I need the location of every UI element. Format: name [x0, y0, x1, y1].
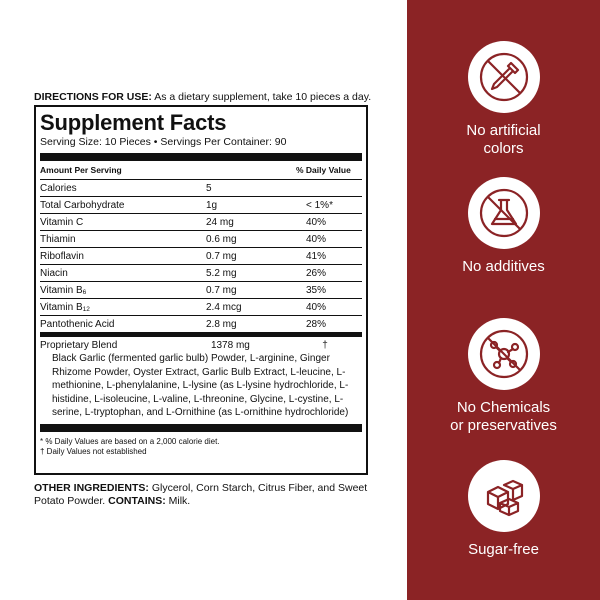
nutrient-subscript: 6: [82, 288, 87, 296]
footnote-not-established: † Daily Values not established: [40, 447, 147, 456]
nutrient-name: Niacin: [40, 267, 68, 279]
blend-row: [40, 340, 362, 351]
nutrient-subscript: 12: [82, 305, 90, 313]
badge-no-additives: [407, 177, 600, 276]
blend-description: Black Garlic (fermented garlic bulb) Powder, L-arginine, Ginger Rhizome Powder, Oyster Extract, Garlic Bulb Extract, L-leucine, L-methionine, L-phenylalanine, L-lysine (as L-lysine hydrochloride, L-histidine, L-isoleucine, L-valine, L-threonine, Glycine, L-cystine, L-serine, L-tryptophan, and L-Ornithine (as L-ornithine hydrochloride): [52, 353, 349, 418]
nutrient-row: [40, 197, 362, 214]
nutrient-amount: 0.7 mg: [206, 250, 237, 262]
nutrient-amount: 2.4 mcg: [206, 301, 242, 313]
nutrient-row: [40, 180, 362, 197]
nutrient-dv: 40%: [306, 216, 327, 228]
nutrient-name: Vitamin $B_6$: [40, 284, 87, 296]
badge-sugar-free: [407, 460, 600, 559]
footnote-daily-values: * % Daily Values are based on a 2,000 calorie diet.: [40, 436, 220, 446]
directions-label: DIRECTIONS FOR USE:: [34, 91, 152, 103]
badge-label: No additives: [462, 258, 545, 275]
contains-label: CONTAINS:: [108, 495, 166, 507]
nutrient-name: Calories: [40, 182, 77, 194]
blend-amount: 1378 mg: [210, 340, 250, 351]
nutrient-rows: [40, 180, 362, 333]
other-label: OTHER INGREDIENTS:: [34, 482, 149, 494]
nutrient-row: [40, 282, 362, 299]
nutrient-dv: 41%: [306, 250, 327, 262]
nutrient-amount: 24 mg: [206, 216, 234, 228]
nutrient-dv: 35%: [306, 284, 327, 296]
nutrient-dv: 26%: [306, 267, 327, 279]
serving-info: Serving Size: 10 Pieces • Servings Per Container: 90: [40, 136, 287, 148]
nutrient-amount: 5: [206, 182, 212, 194]
facts-header-row: [40, 161, 362, 180]
blend-dv: †: [322, 340, 328, 351]
no-dropper-icon: [478, 51, 530, 103]
divider-medium: [40, 333, 362, 337]
badge-no-chemicals: [407, 318, 600, 435]
nutrient-row: [40, 299, 362, 316]
nutrient-row: [40, 316, 362, 333]
nutrient-amount: 0.7 mg: [206, 284, 237, 296]
nutrient-dv: 40%: [306, 301, 327, 313]
nutrient-row: [40, 231, 362, 248]
footnotes: [40, 437, 362, 458]
nutrient-dv: 28%: [306, 318, 327, 330]
contains-body: Milk.: [168, 495, 191, 507]
nutrient-amount: 5.2 mg: [206, 267, 237, 279]
amount-header: Amount Per Serving: [40, 165, 122, 175]
nutrient-row: [40, 265, 362, 282]
nutrient-dv: 40%: [306, 233, 327, 245]
nutrient-row: [40, 214, 362, 231]
dv-header: % Daily Value: [296, 165, 351, 175]
divider-thick: [40, 153, 362, 161]
badge-label: Sugar-free: [468, 541, 539, 558]
no-flask-icon: [478, 187, 530, 239]
nutrient-name: Riboflavin: [40, 250, 84, 262]
no-molecule-icon: [478, 328, 530, 380]
other-body: Glycerol, Corn Starch, Citrus Fiber, and Sweet Potato Powder.: [34, 482, 368, 507]
feature-panel: [407, 0, 600, 600]
blend-name: Proprietary Blend: [40, 340, 118, 351]
other-ingredients: [34, 482, 374, 508]
nutrient-name: Thiamin: [40, 233, 76, 245]
nutrient-name: Vitamin C: [40, 216, 84, 228]
nutrient-name: Total Carbohydrate: [40, 199, 125, 211]
facts-title: Supplement Facts: [40, 110, 227, 135]
directions-text: [34, 91, 394, 103]
sugar-cube-icon: [478, 470, 530, 522]
nutrient-row: [40, 248, 362, 265]
directions-body: As a dietary supplement, take 10 pieces a day.: [154, 91, 372, 103]
divider-bottom: [40, 424, 362, 432]
badge-label: No artificial colors: [466, 122, 541, 157]
badge-no-artificial-colors: [407, 41, 600, 158]
nutrient-name: Vitamin $B_{12}$: [40, 301, 90, 313]
badge-label: No Chemicals or preservatives: [450, 399, 557, 434]
nutrient-dv: < 1%*: [306, 199, 333, 211]
supplement-facts-panel: [34, 105, 368, 475]
nutrient-amount: 0.6 mg: [206, 233, 237, 245]
nutrient-name: Pantothenic Acid: [40, 318, 115, 330]
nutrient-amount: 1g: [206, 199, 218, 211]
nutrient-amount: 2.8 mg: [206, 318, 237, 330]
